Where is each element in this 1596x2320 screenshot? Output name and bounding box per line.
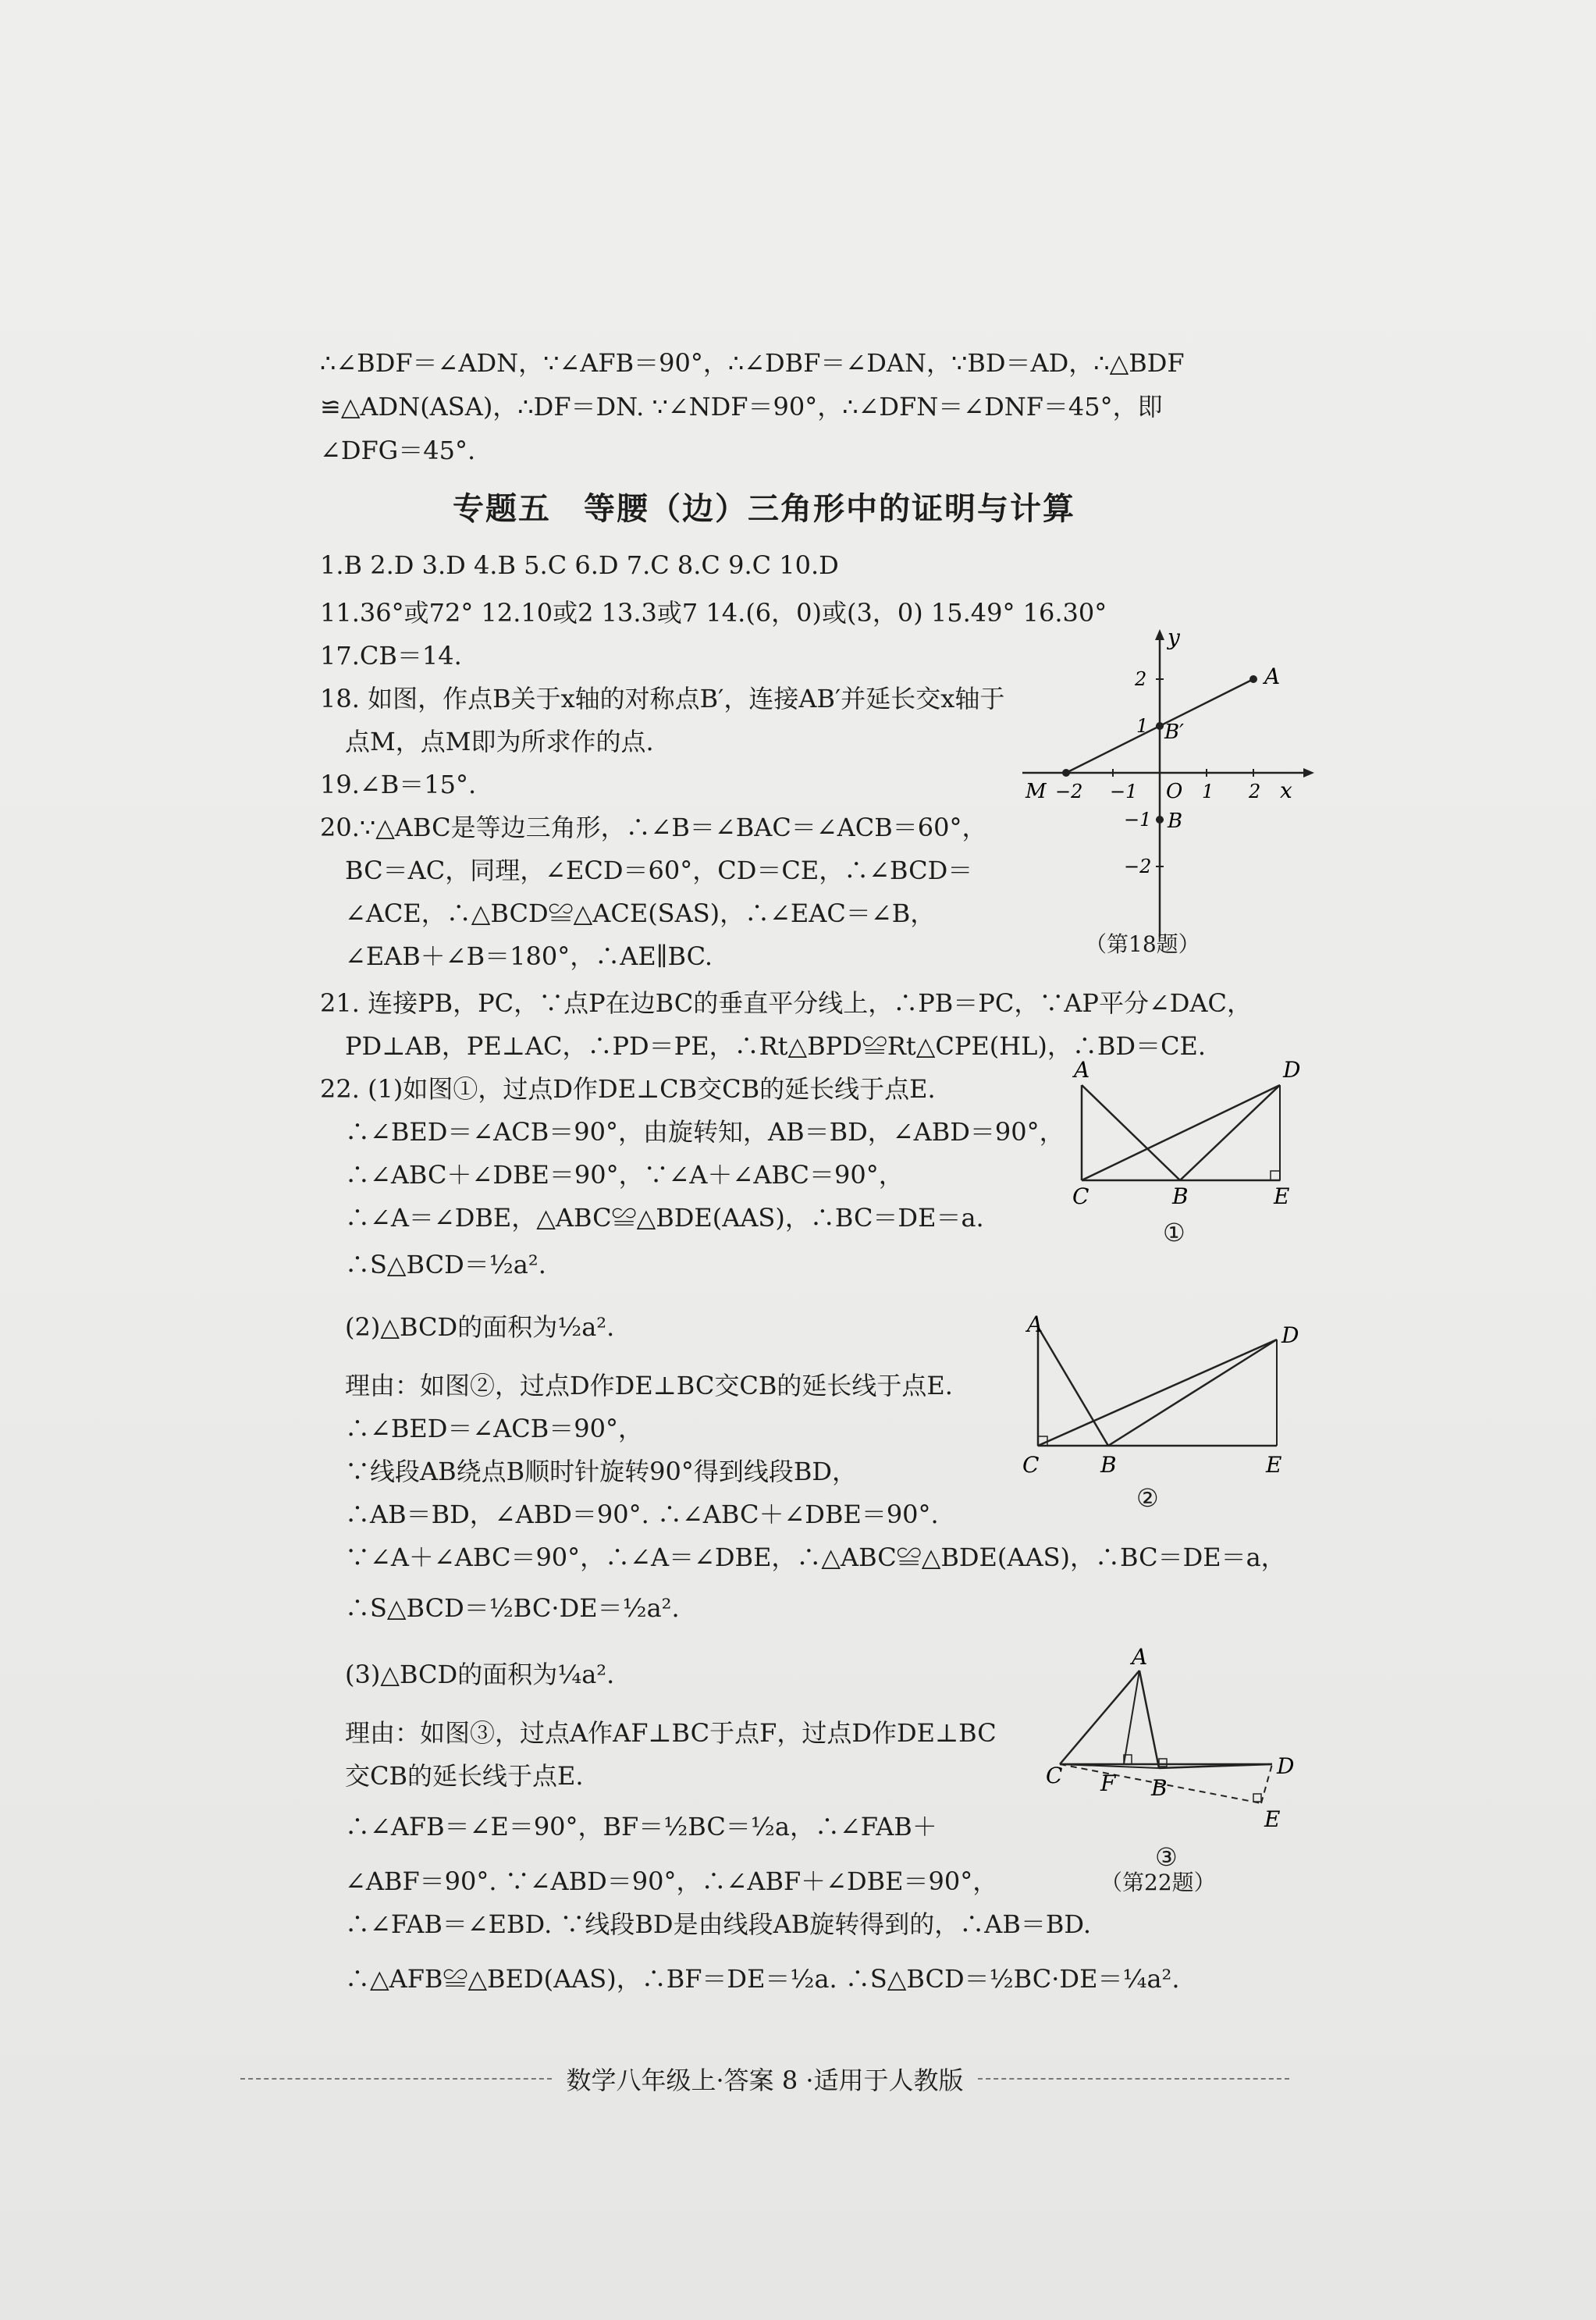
label-c: C <box>1046 1763 1063 1788</box>
tick-label: 2 <box>1135 668 1147 690</box>
label-b: B <box>1172 1183 1189 1209</box>
origin-label: O <box>1166 780 1183 803</box>
label-d: D <box>1277 1753 1295 1779</box>
topic-title: 专题五 等腰（边）三角形中的证明与计算 <box>453 491 1075 527</box>
label-b: B <box>1151 1775 1168 1801</box>
answer-line: 11.36°或72° 12.10或2 13.3或7 14.(6，0)或(3，0) 15.49° 16.30° <box>320 598 1107 628</box>
point-b-prime <box>1156 722 1164 730</box>
label-b: B <box>1100 1452 1117 1478</box>
point-b <box>1156 816 1164 824</box>
figure-22-caption: （第22题） <box>1100 1870 1216 1895</box>
answer-line: 点M，点M即为所求作的点. <box>320 727 654 756</box>
figure-18-coordinate-plane <box>1015 624 1319 952</box>
y-axis-arrow-icon <box>1155 629 1164 640</box>
answer-line: ∴∠BED＝∠ACB＝90°， <box>320 1414 643 1443</box>
intro-line-1: ∴∠BDF＝∠ADN，∵∠AFB＝90°，∴∠DBF＝∠DAN，∵BD＝AD，∴△BDF <box>320 348 1185 378</box>
figure-22-1 <box>1061 1054 1319 1210</box>
tick-label: 2 <box>1249 781 1261 802</box>
tick-label: −2 <box>1055 781 1083 802</box>
footer-text: 数学八年级上·答案 8 ·适用于人教版 <box>566 2066 964 2095</box>
answer-line: 18. 如图，作点B关于x轴的对称点B′，连接AB′并延长交x轴于 <box>320 684 1005 713</box>
figure-22-2 <box>1015 1311 1327 1483</box>
answer-line: ∴S△BCD＝½a². <box>320 1250 546 1279</box>
answer-line: ∴△AFB≌△BED(AAS)，∴BF＝DE＝½a. ∴S△BCD＝½BC·DE＝¼a². <box>320 1964 1180 1994</box>
answer-line: ∴∠ABC＋∠DBE＝90°，∵∠A＋∠ABC＝90°， <box>320 1160 904 1190</box>
label-c: C <box>1022 1452 1040 1478</box>
answer-line: ∴∠AFB＝∠E＝90°，BF＝½BC＝½a，∴∠FAB＋ <box>320 1812 937 1841</box>
answer-line: 20.∵△ABC是等边三角形，∴∠B＝∠BAC＝∠ACB＝60°， <box>320 813 987 842</box>
answer-line: 22. (1)如图①，过点D作DE⊥CB交CB的延长线于点E. <box>320 1074 936 1104</box>
label-e: E <box>1264 1806 1281 1832</box>
intro-line-3: ∠DFG＝45°. <box>320 436 476 465</box>
answer-line: ∴S△BCD＝½BC·DE＝½a². <box>320 1593 680 1623</box>
answer-line: ∴∠FAB＝∠EBD. ∵线段BD是由线段AB旋转得到的，∴AB＝BD. <box>320 1909 1092 1939</box>
figure-18-caption: （第18题） <box>1085 931 1200 957</box>
answer-line: BC＝AC，同理，∠ECD＝60°，CD＝CE，∴∠BCD＝ <box>320 856 973 885</box>
label-d: D <box>1283 1057 1301 1083</box>
tick-label: −2 <box>1124 856 1152 877</box>
tick-label: 1 <box>1202 781 1214 802</box>
answer-line: ∴∠A＝∠DBE，△ABC≌△BDE(AAS)，∴BC＝DE＝a. <box>320 1203 984 1233</box>
figure-22-1-label: ① <box>1163 1218 1185 1247</box>
label-d: D <box>1281 1322 1299 1348</box>
answer-line: ∠ACE，∴△BCD≌△ACE(SAS)，∴∠EAC＝∠B， <box>320 898 936 928</box>
answer-line: 21. 连接PB，PC，∵点P在边BC的垂直平分线上，∴PB＝PC，∵AP平分∠DAC， <box>320 988 1253 1018</box>
point-a <box>1249 675 1257 683</box>
answer-line: ∵∠A＋∠ABC＝90°，∴∠A＝∠DBE，∴△ABC≌△BDE(AAS)，∴BC＝DE＝a， <box>320 1543 1286 1572</box>
answer-line: (2)△BCD的面积为½a². <box>320 1312 615 1342</box>
label-a: A <box>1264 664 1281 689</box>
figure-22-2-label: ② <box>1136 1483 1159 1513</box>
x-axis-arrow-icon <box>1303 768 1314 777</box>
tick-label: 1 <box>1136 715 1149 737</box>
page-footer <box>226 2061 1303 2097</box>
label-a: A <box>1027 1311 1043 1337</box>
intro-line-2: ≌△ADN(ASA)，∴DF＝DN. ∵∠NDF＝90°，∴∠DFN＝∠DNF＝45°，即 <box>320 392 1163 422</box>
footer-dash-right <box>978 2078 1289 2080</box>
answer-line: 1.B 2.D 3.D 4.B 5.C 6.D 7.C 8.C 9.C 10.D <box>320 550 839 580</box>
label-b: B <box>1168 810 1183 833</box>
answer-line: 交CB的延长线于点E. <box>320 1761 584 1791</box>
label-e: E <box>1266 1452 1282 1478</box>
axis-label-y: y <box>1168 624 1180 650</box>
answer-line: ∵线段AB绕点B顺时针旋转90°得到线段BD， <box>320 1457 858 1486</box>
label-a: A <box>1074 1057 1090 1083</box>
answer-line: 17.CB＝14. <box>320 641 462 671</box>
answer-line: ∠ABF＝90°. ∵∠ABD＝90°，∴∠ABF＋∠DBE＝90°， <box>320 1866 998 1896</box>
figure-22-3-label: ③ <box>1155 1842 1178 1872</box>
label-e: E <box>1274 1183 1290 1209</box>
answer-line: ∴∠BED＝∠ACB＝90°，由旋转知，AB＝BD，∠ABD＝90°， <box>320 1117 1065 1147</box>
tick-label: −1 <box>1110 781 1138 802</box>
tick-label: −1 <box>1124 809 1152 831</box>
label-b-prime: B′ <box>1164 721 1185 744</box>
footer-dash-left <box>240 2078 552 2080</box>
answer-line: ∠EAB＋∠B＝180°，∴AE∥BC. <box>320 941 713 971</box>
answer-line: ∴AB＝BD，∠ABD＝90°. ∴∠ABC＋∠DBE＝90°. <box>320 1500 939 1529</box>
label-c: C <box>1072 1183 1089 1209</box>
point-m <box>1062 769 1070 777</box>
label-m: M <box>1025 780 1047 803</box>
axis-label-x: x <box>1280 777 1292 803</box>
answer-line: 19.∠B＝15°. <box>320 770 477 799</box>
label-f: F <box>1100 1770 1116 1796</box>
answer-line: (3)△BCD的面积为¼a². <box>320 1660 615 1689</box>
answer-line: 理由：如图③，过点A作AF⊥BC于点F，过点D作DE⊥BC <box>320 1718 997 1748</box>
label-a: A <box>1132 1644 1148 1670</box>
answer-line: PD⊥AB，PE⊥AC，∴PD＝PE，∴Rt△BPD≌Rt△CPE(HL)，∴BD＝CE. <box>320 1031 1207 1061</box>
answer-line: 理由：如图②，过点D作DE⊥BC交CB的延长线于点E. <box>320 1371 953 1400</box>
figure-22-3 <box>1046 1639 1311 1842</box>
